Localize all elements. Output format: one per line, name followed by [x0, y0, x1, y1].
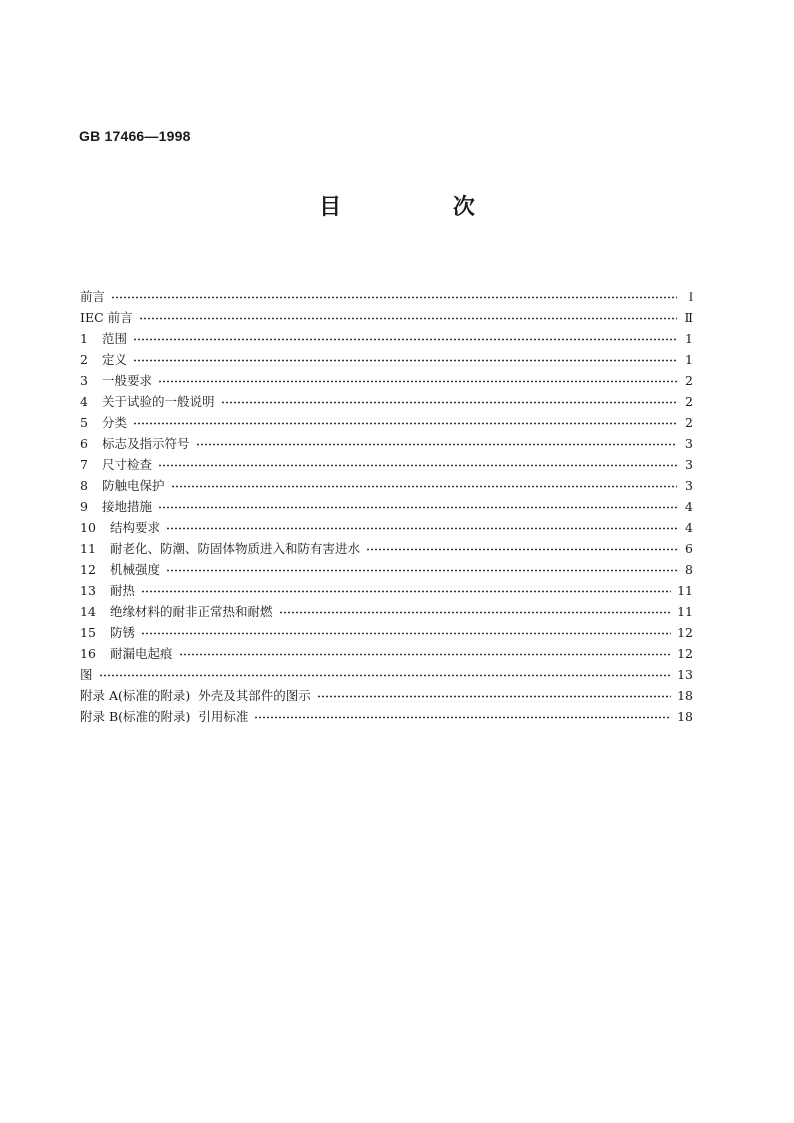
toc-entry-page: 1: [685, 352, 693, 367]
dot-leader: [111, 291, 677, 304]
toc-entry-foreword[interactable]: [80, 286, 693, 307]
toc-entry-page: 1: [685, 331, 693, 346]
toc-entry-label: 关于试验的一般说明: [102, 394, 215, 409]
dot-leader: [133, 354, 677, 367]
toc-entry-label: 结构要求: [110, 520, 161, 535]
toc-entry-11[interactable]: [80, 538, 693, 559]
toc-entry-number: 3: [80, 373, 88, 388]
toc-entry-13[interactable]: [80, 580, 693, 601]
toc-entry-page: 2: [685, 394, 693, 409]
toc-entry-page: 2: [685, 415, 693, 430]
dot-leader: [254, 711, 671, 724]
toc-entry-6[interactable]: [80, 433, 693, 454]
toc-entry-number: 13: [80, 583, 96, 598]
toc-entry-2[interactable]: [80, 349, 693, 370]
dot-leader: [99, 669, 672, 682]
toc-entry-number: 16: [80, 646, 96, 661]
dot-leader: [166, 564, 677, 577]
toc-entry-1[interactable]: [80, 328, 693, 349]
toc-entry-14[interactable]: [80, 601, 693, 622]
toc-entry-16[interactable]: [80, 643, 693, 664]
toc-entry-number: 1: [80, 331, 88, 346]
dot-leader: [196, 438, 677, 451]
toc-entry-page: 8: [685, 562, 693, 577]
dot-leader: [158, 501, 677, 514]
dot-leader: [166, 522, 677, 535]
toc-entry-page: 4: [685, 520, 693, 535]
toc-entry-page: 18: [677, 688, 693, 703]
toc-entry-page: I: [688, 290, 693, 304]
toc-entry-page: 3: [685, 436, 693, 451]
dot-leader: [317, 690, 671, 703]
toc-entry-label: 标志及指示符号: [102, 436, 190, 451]
toc-entry-label: 耐漏电起痕: [110, 646, 173, 661]
toc-entry-iec-foreword[interactable]: [80, 307, 693, 328]
dot-leader: [366, 543, 677, 556]
toc-entry-label: 附录 B(标准的附录) 引用标准: [80, 709, 249, 724]
toc-entry-label: 接地措施: [102, 499, 153, 514]
toc-entry-label: 图: [80, 667, 93, 682]
toc-entry-label: 一般要求: [102, 373, 153, 388]
dot-leader: [158, 459, 677, 472]
toc-entry-page: 6: [685, 541, 693, 556]
toc-entry-label: 附录 A(标准的附录) 外壳及其部件的图示: [80, 688, 311, 703]
standard-code: GB 17466—1998: [79, 128, 191, 144]
dot-leader: [139, 312, 677, 325]
dot-leader: [158, 375, 677, 388]
toc-entry-label: IEC 前言: [80, 310, 133, 325]
toc-entry-label: 范围: [102, 331, 128, 346]
toc-entry-page: 12: [677, 646, 693, 661]
toc-entry-page: 13: [677, 667, 693, 682]
toc-entry-label: 防触电保护: [102, 478, 165, 493]
toc-entry-label: 耐热: [110, 583, 136, 598]
toc-entry-page: 18: [677, 709, 693, 724]
toc-entry-page: 12: [677, 625, 693, 640]
dot-leader: [179, 648, 672, 661]
toc-entry-number: 8: [80, 478, 88, 493]
toc-entry-number: 4: [80, 394, 88, 409]
toc-entry-label: 机械强度: [110, 562, 161, 577]
page-title: 目 次: [319, 195, 527, 220]
toc-entry-number: 14: [80, 604, 96, 619]
toc-entry-7[interactable]: [80, 454, 693, 475]
dot-leader: [221, 396, 677, 409]
toc-entry-15[interactable]: [80, 622, 693, 643]
dot-leader: [141, 585, 671, 598]
toc-entry-page: 11: [677, 583, 693, 598]
dot-leader: [133, 333, 677, 346]
toc-entry-label: 耐老化、防潮、防固体物质进入和防有害进水: [110, 541, 361, 556]
toc-entry-number: 6: [80, 436, 88, 451]
table-of-contents: [80, 286, 693, 727]
toc-entry-page: 2: [685, 373, 693, 388]
dot-leader: [171, 480, 677, 493]
toc-entry-number: 12: [80, 562, 96, 577]
toc-entry-number: 15: [80, 625, 96, 640]
toc-entry-label: 分类: [102, 415, 128, 430]
toc-entry-9[interactable]: [80, 496, 693, 517]
toc-entry-page: 3: [685, 457, 693, 472]
toc-entry-number: 9: [80, 499, 88, 514]
toc-entry-label: 防锈: [110, 625, 136, 640]
dot-leader: [141, 627, 671, 640]
toc-entry-10[interactable]: [80, 517, 693, 538]
toc-entry-page: Ⅱ: [684, 311, 693, 325]
dot-leader: [133, 417, 677, 430]
toc-entry-5[interactable]: [80, 412, 693, 433]
toc-entry-annex-a[interactable]: [80, 685, 693, 706]
toc-entry-number: 10: [80, 520, 96, 535]
toc-entry-12[interactable]: [80, 559, 693, 580]
dot-leader: [279, 606, 672, 619]
toc-entry-label: 前言: [80, 289, 106, 304]
toc-entry-annex-b[interactable]: [80, 706, 693, 727]
toc-entry-8[interactable]: [80, 475, 693, 496]
toc-entry-label: 尺寸检查: [102, 457, 153, 472]
toc-entry-page: 11: [677, 604, 693, 619]
toc-entry-number: 7: [80, 457, 88, 472]
toc-entry-number: 5: [80, 415, 88, 430]
toc-entry-page: 3: [685, 478, 693, 493]
toc-entry-number: 11: [80, 541, 96, 556]
toc-entry-label: 绝缘材料的耐非正常热和耐燃: [110, 604, 273, 619]
toc-entry-4[interactable]: [80, 391, 693, 412]
toc-entry-figures[interactable]: [80, 664, 693, 685]
toc-entry-page: 4: [685, 499, 693, 514]
toc-entry-label: 定义: [102, 352, 128, 367]
toc-entry-number: 2: [80, 352, 88, 367]
toc-entry-3[interactable]: [80, 370, 693, 391]
